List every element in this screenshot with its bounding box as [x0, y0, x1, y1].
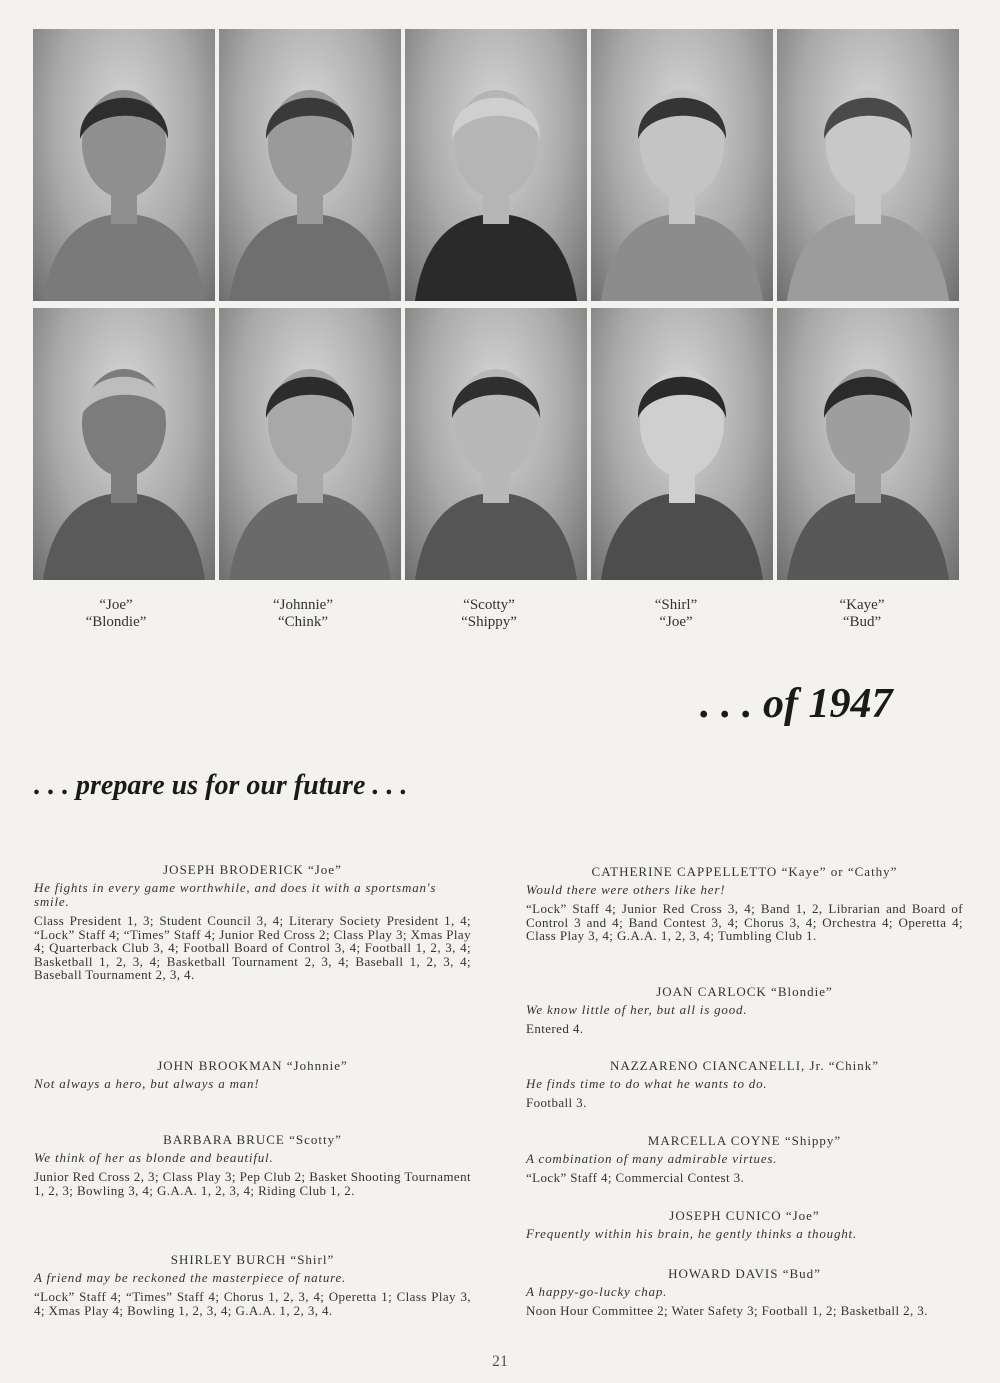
- senior-activities: Class President 1, 3; Student Council 3, 4; Literary Society President 1, 4; “Lock” Staff 4; “Times” Staff 4; Junior Red Cross 2; Class Play 3; Xmas Play 4; Quarterback Club 3, 4; Football Board of Control 3, 4; Football 1, 2, 3, 4; Basketball 1, 2, 3, 4; Basketball Tournament 2, 3, 4; Baseball 1, 2, 3, 4; Baseball Tournament 2, 3, 4.: [34, 913, 471, 983]
- year-heading: . . . of 1947: [700, 681, 893, 727]
- senior-name: BARBARA BRUCE “Scotty”: [163, 1132, 342, 1147]
- senior-activities: Football 3.: [526, 1095, 587, 1110]
- portrait-photo: [591, 29, 773, 301]
- senior-name: MARCELLA COYNE “Shippy”: [647, 1133, 842, 1148]
- senior-quote: A friend may be reckoned the masterpiece of nature.: [34, 1270, 347, 1285]
- senior-quote: We think of her as blonde and beautiful.: [34, 1150, 274, 1165]
- caption-bottom: “Chink”: [278, 614, 328, 630]
- caption-top: “Scotty”: [463, 597, 515, 613]
- portrait-photo: [777, 29, 959, 301]
- senior-name: JOHN BROOKMAN “Johnnie”: [157, 1058, 348, 1073]
- photo-caption: [218, 597, 388, 631]
- motto-heading: . . . prepare us for our future . . .: [34, 770, 408, 801]
- senior-name: CATHERINE CAPPELLETTO “Kaye” or “Cathy”: [591, 864, 898, 879]
- portrait-photo: [405, 29, 587, 301]
- senior-name: NAZZARENO CIANCANELLI, Jr. “Chink”: [609, 1058, 880, 1073]
- senior-quote: Frequently within his brain, he gently thinks a thought.: [526, 1226, 858, 1241]
- senior-name: HOWARD DAVIS “Bud”: [668, 1266, 821, 1281]
- senior-entry: [526, 1208, 963, 1246]
- portrait-photo: [219, 29, 401, 301]
- senior-entry: [34, 862, 471, 982]
- senior-entry: [526, 1058, 963, 1110]
- portrait-photo: [33, 308, 215, 580]
- page-number: 21: [492, 1353, 508, 1370]
- portrait-shoulders: [787, 493, 949, 580]
- senior-quote: He fights in every game worthwhile, and does it with a sportsman's smile.: [34, 880, 437, 909]
- senior-quote: A combination of many admirable virtues.: [526, 1151, 778, 1166]
- caption-bottom: “Joe”: [659, 614, 693, 630]
- portrait-photo: [33, 29, 215, 301]
- portrait-grid: [33, 29, 961, 580]
- portrait-joan-carlock: [33, 308, 215, 580]
- portrait-shoulders: [229, 214, 391, 301]
- senior-entry: [34, 1058, 471, 1096]
- caption-top: “Joe”: [99, 597, 133, 613]
- portrait-shoulders: [601, 214, 763, 301]
- senior-activities: Entered 4.: [526, 1021, 584, 1036]
- portrait-photo: [219, 308, 401, 580]
- senior-quote: Would there were others like her!: [526, 882, 726, 897]
- portrait-joseph-cunico: [591, 308, 773, 580]
- portrait-shirley-burch: [591, 29, 773, 301]
- senior-name: SHIRLEY BURCH “Shirl”: [170, 1252, 335, 1267]
- senior-name: JOAN CARLOCK “Blondie”: [656, 984, 833, 999]
- caption-top: “Johnnie”: [273, 597, 333, 613]
- senior-activities: “Lock” Staff 4; Junior Red Cross 3, 4; Band 1, 2, Librarian and Board of Control 3 and 4; Band Contest 3, 4; Chorus 3, 4; Orchestra 4; Operetta 4; Class Play 3, 4; G.A.A. 1, 2, 3, 4; Tumbling Club 1.: [526, 901, 963, 944]
- senior-activities: “Lock” Staff 4; Commercial Contest 3.: [526, 1170, 745, 1185]
- portrait-john-brookman: [219, 29, 401, 301]
- photo-caption: [31, 597, 201, 631]
- senior-quote: Not always a hero, but always a man!: [34, 1076, 260, 1091]
- portrait-photo: [591, 308, 773, 580]
- portrait-shoulders: [43, 493, 205, 580]
- photo-caption: [404, 597, 574, 631]
- senior-quote: A happy-go-lucky chap.: [526, 1284, 668, 1299]
- portrait-shoulders: [229, 493, 391, 580]
- senior-entry: [34, 1252, 471, 1317]
- portrait-shoulders: [43, 214, 205, 301]
- caption-bottom: “Shippy”: [461, 614, 517, 630]
- portrait-photo: [405, 308, 587, 580]
- photo-caption: [777, 597, 947, 631]
- senior-entry: [526, 864, 963, 943]
- portrait-joseph-broderick: [33, 29, 215, 301]
- portrait-photo: [777, 308, 959, 580]
- senior-entry: [526, 1266, 963, 1318]
- senior-quote: We know little of her, but all is good.: [526, 1002, 748, 1017]
- portrait-shoulders: [787, 214, 949, 301]
- portrait-shoulders: [415, 493, 577, 580]
- portrait-shoulders: [415, 214, 577, 301]
- senior-name: JOSEPH BRODERICK “Joe”: [163, 862, 342, 877]
- caption-top: “Shirl”: [654, 597, 698, 613]
- caption-bottom: “Bud”: [842, 614, 882, 630]
- caption-top: “Kaye”: [839, 597, 885, 613]
- senior-quote: He finds time to do what he wants to do.: [526, 1076, 768, 1091]
- senior-entry: [526, 1133, 963, 1185]
- senior-entry: [526, 984, 963, 1036]
- portrait-shoulders: [601, 493, 763, 580]
- portrait-catherine-cappelletto: [777, 29, 959, 301]
- caption-bottom: “Blondie”: [85, 614, 147, 630]
- senior-activities: Noon Hour Committee 2; Water Safety 3; Football 1, 2; Basketball 2, 3.: [526, 1303, 928, 1318]
- senior-name: JOSEPH CUNICO “Joe”: [669, 1208, 820, 1223]
- photo-caption: [591, 597, 761, 631]
- senior-entry: [34, 1132, 471, 1197]
- portrait-barbara-bruce: [405, 29, 587, 301]
- portrait-howard-davis: [777, 308, 959, 580]
- portrait-marcella-coyne: [405, 308, 587, 580]
- senior-activities: “Lock” Staff 4; “Times” Staff 4; Chorus 1, 2, 3, 4; Operetta 1; Class Play 3, 4; Xmas Play 4; Bowling 1, 2, 3, 4; G.A.A. 1, 2, 3, 4.: [34, 1289, 471, 1318]
- senior-activities: Junior Red Cross 2, 3; Class Play 3; Pep Club 2; Basket Shooting Tournament 1, 2, 3; Bowling 3, 4; G.A.A. 1, 2, 3, 4; Riding Club 1, 2.: [34, 1169, 471, 1198]
- portrait-nazzareno-ciancanelli: [219, 308, 401, 580]
